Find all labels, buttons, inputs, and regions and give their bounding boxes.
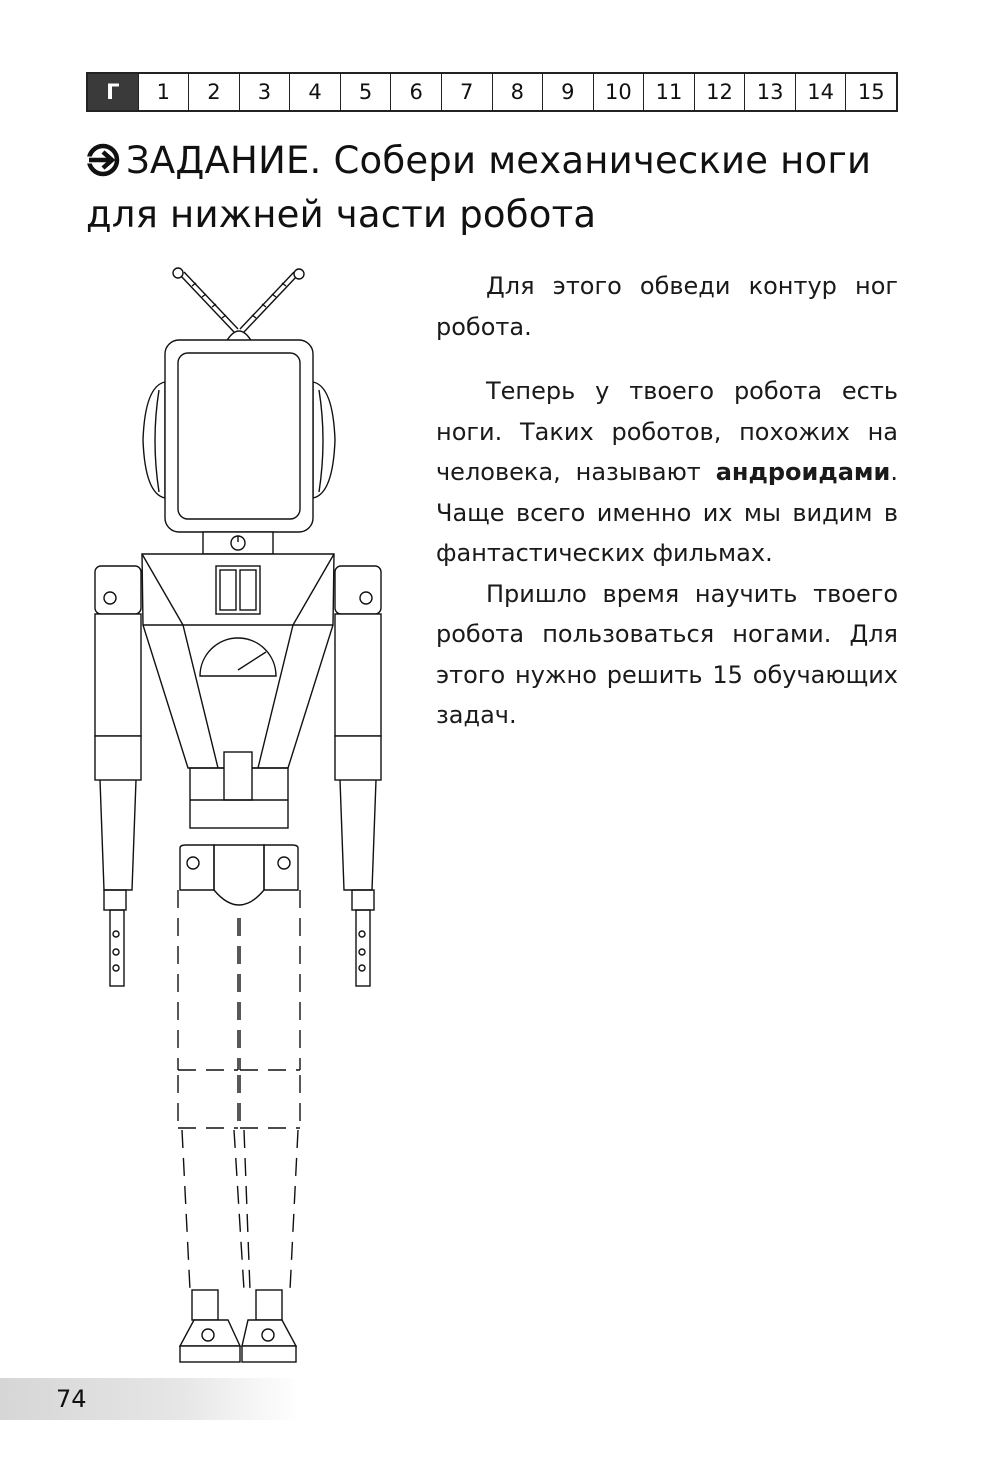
nav-cell-13: 13 bbox=[744, 74, 795, 110]
legs-outline bbox=[178, 890, 300, 1290]
circled-arrow-icon bbox=[86, 143, 120, 177]
nav-cell-1: 1 bbox=[138, 74, 189, 110]
nav-cell-3: 3 bbox=[239, 74, 290, 110]
nav-cell-12: 12 bbox=[694, 74, 745, 110]
antenna-icon bbox=[173, 268, 304, 342]
nav-cell-2: 2 bbox=[188, 74, 239, 110]
nav-cell-8: 8 bbox=[492, 74, 543, 110]
nav-cell-7: 7 bbox=[441, 74, 492, 110]
nav-cell-15: 15 bbox=[845, 74, 896, 110]
title-line-2: для нижней части робота bbox=[86, 193, 597, 236]
task-title bbox=[86, 134, 926, 242]
footer-band bbox=[0, 1378, 300, 1420]
nav-cell-6: 6 bbox=[390, 74, 441, 110]
body-text bbox=[436, 266, 898, 736]
page-number: 74 bbox=[56, 1385, 87, 1413]
paragraph-4: Пришло время научить твоего робота пользоваться ногами. Для этого нужно решить 15 обучающих задач. bbox=[436, 579, 898, 729]
nav-cell-14: 14 bbox=[795, 74, 846, 110]
chapter-nav bbox=[86, 72, 898, 112]
nav-cell-4: 4 bbox=[289, 74, 340, 110]
paragraph-2: Теперь у твоего робота есть ноги. Таких роботов, похожих на человека, называют андроидами. Чаще всего именно их мы видим в фантастических фильмах. bbox=[436, 377, 898, 567]
bold-term: андроидами bbox=[715, 458, 891, 486]
paragraph-1: Для этого обведи контур ног робота. bbox=[436, 272, 898, 341]
nav-cell-9: 9 bbox=[542, 74, 593, 110]
title-line-1: ЗАДАНИЕ. Собери механические ноги bbox=[126, 139, 872, 182]
nav-cell-chapter: Г bbox=[88, 74, 138, 110]
nav-cell-11: 11 bbox=[643, 74, 694, 110]
paragraph-3: Чаще всего именно их мы видим в фантастических фильмах. bbox=[436, 498, 898, 567]
robot-illustration bbox=[80, 262, 400, 1372]
nav-cell-10: 10 bbox=[593, 74, 644, 110]
nav-cell-5: 5 bbox=[340, 74, 391, 110]
